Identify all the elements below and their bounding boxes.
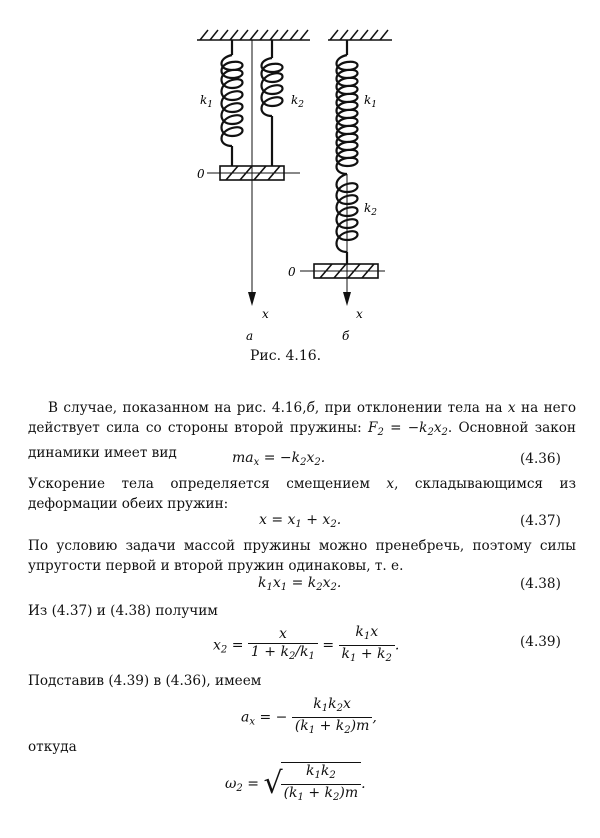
equation-number-4-37: (4.37) bbox=[520, 513, 561, 529]
label-k1-right: $k_1$ bbox=[364, 93, 378, 110]
paragraph-5: Подставив (4.39) в (4.36), имеем bbox=[28, 673, 262, 689]
equation-4-36: $ma_x = -k_2x_2$. bbox=[232, 450, 326, 468]
paragraph-4: Из (4.37) и (4.38) получим bbox=[28, 603, 218, 619]
spring-k1-left bbox=[222, 40, 243, 166]
label-k1-left: $k_1$ bbox=[200, 93, 214, 110]
label-a: а bbox=[246, 329, 254, 343]
equation-number-4-39: (4.39) bbox=[520, 634, 561, 650]
paragraph-6: откуда bbox=[28, 739, 77, 755]
equation-number-4-38: (4.38) bbox=[520, 576, 561, 592]
label-zero-left: 0 bbox=[197, 167, 205, 181]
label-k2-left: $k_2$ bbox=[291, 93, 305, 110]
spring-k1-right bbox=[337, 40, 358, 174]
equation-omega: $\omega_2$ = √ $\frac{k_1k_2}{(k_1 + k_2)m}$ . bbox=[225, 762, 366, 806]
ceiling-left bbox=[197, 30, 310, 40]
spring-k2-left bbox=[262, 40, 283, 166]
ceiling-right bbox=[328, 30, 392, 40]
label-zero-right: 0 bbox=[288, 265, 296, 279]
arrow-left bbox=[248, 292, 256, 306]
equation-acceleration: $a_x$ = − $\frac{k_1k_2x}{(k_1 + k_2)m}$ , bbox=[241, 696, 377, 736]
label-x-left: x bbox=[262, 307, 269, 321]
label-k2-right: $k_2$ bbox=[364, 201, 378, 218]
arrow-right bbox=[343, 292, 351, 306]
equation-4-38: $k_1x_1 = k_2x_2$. bbox=[258, 575, 342, 593]
equation-4-39: $x_2$ = $\frac{x}{1 + k_2/k_1}$ = $\frac{k_1x}{k_1 + k_2}$ . bbox=[213, 624, 400, 664]
spring-figure bbox=[0, 0, 600, 345]
figure-caption: Рис. 4.16. bbox=[250, 348, 322, 364]
equation-4-37: $x = x_1 + x_2$. bbox=[259, 512, 342, 530]
label-b: б bbox=[342, 329, 350, 343]
paragraph-2: Ускорение тела определяется смещением x, складывающимся из деформации обеих пружин: bbox=[28, 476, 576, 512]
equation-number-4-36: (4.36) bbox=[520, 451, 561, 467]
label-x-right: x bbox=[356, 307, 363, 321]
paragraph-1: В случае, показанном на рис. 4.16,б, при отклонении тела на x на него действует сила со стороны второй пружины: $F_2 = -k_2x_2$. Основной закон динамики имеет вид bbox=[28, 400, 577, 461]
paragraph-3: По условию задачи массой пружины можно пренебречь, поэтому силы упругости первой и второй пружин одинаковы, т. е. bbox=[28, 538, 576, 574]
